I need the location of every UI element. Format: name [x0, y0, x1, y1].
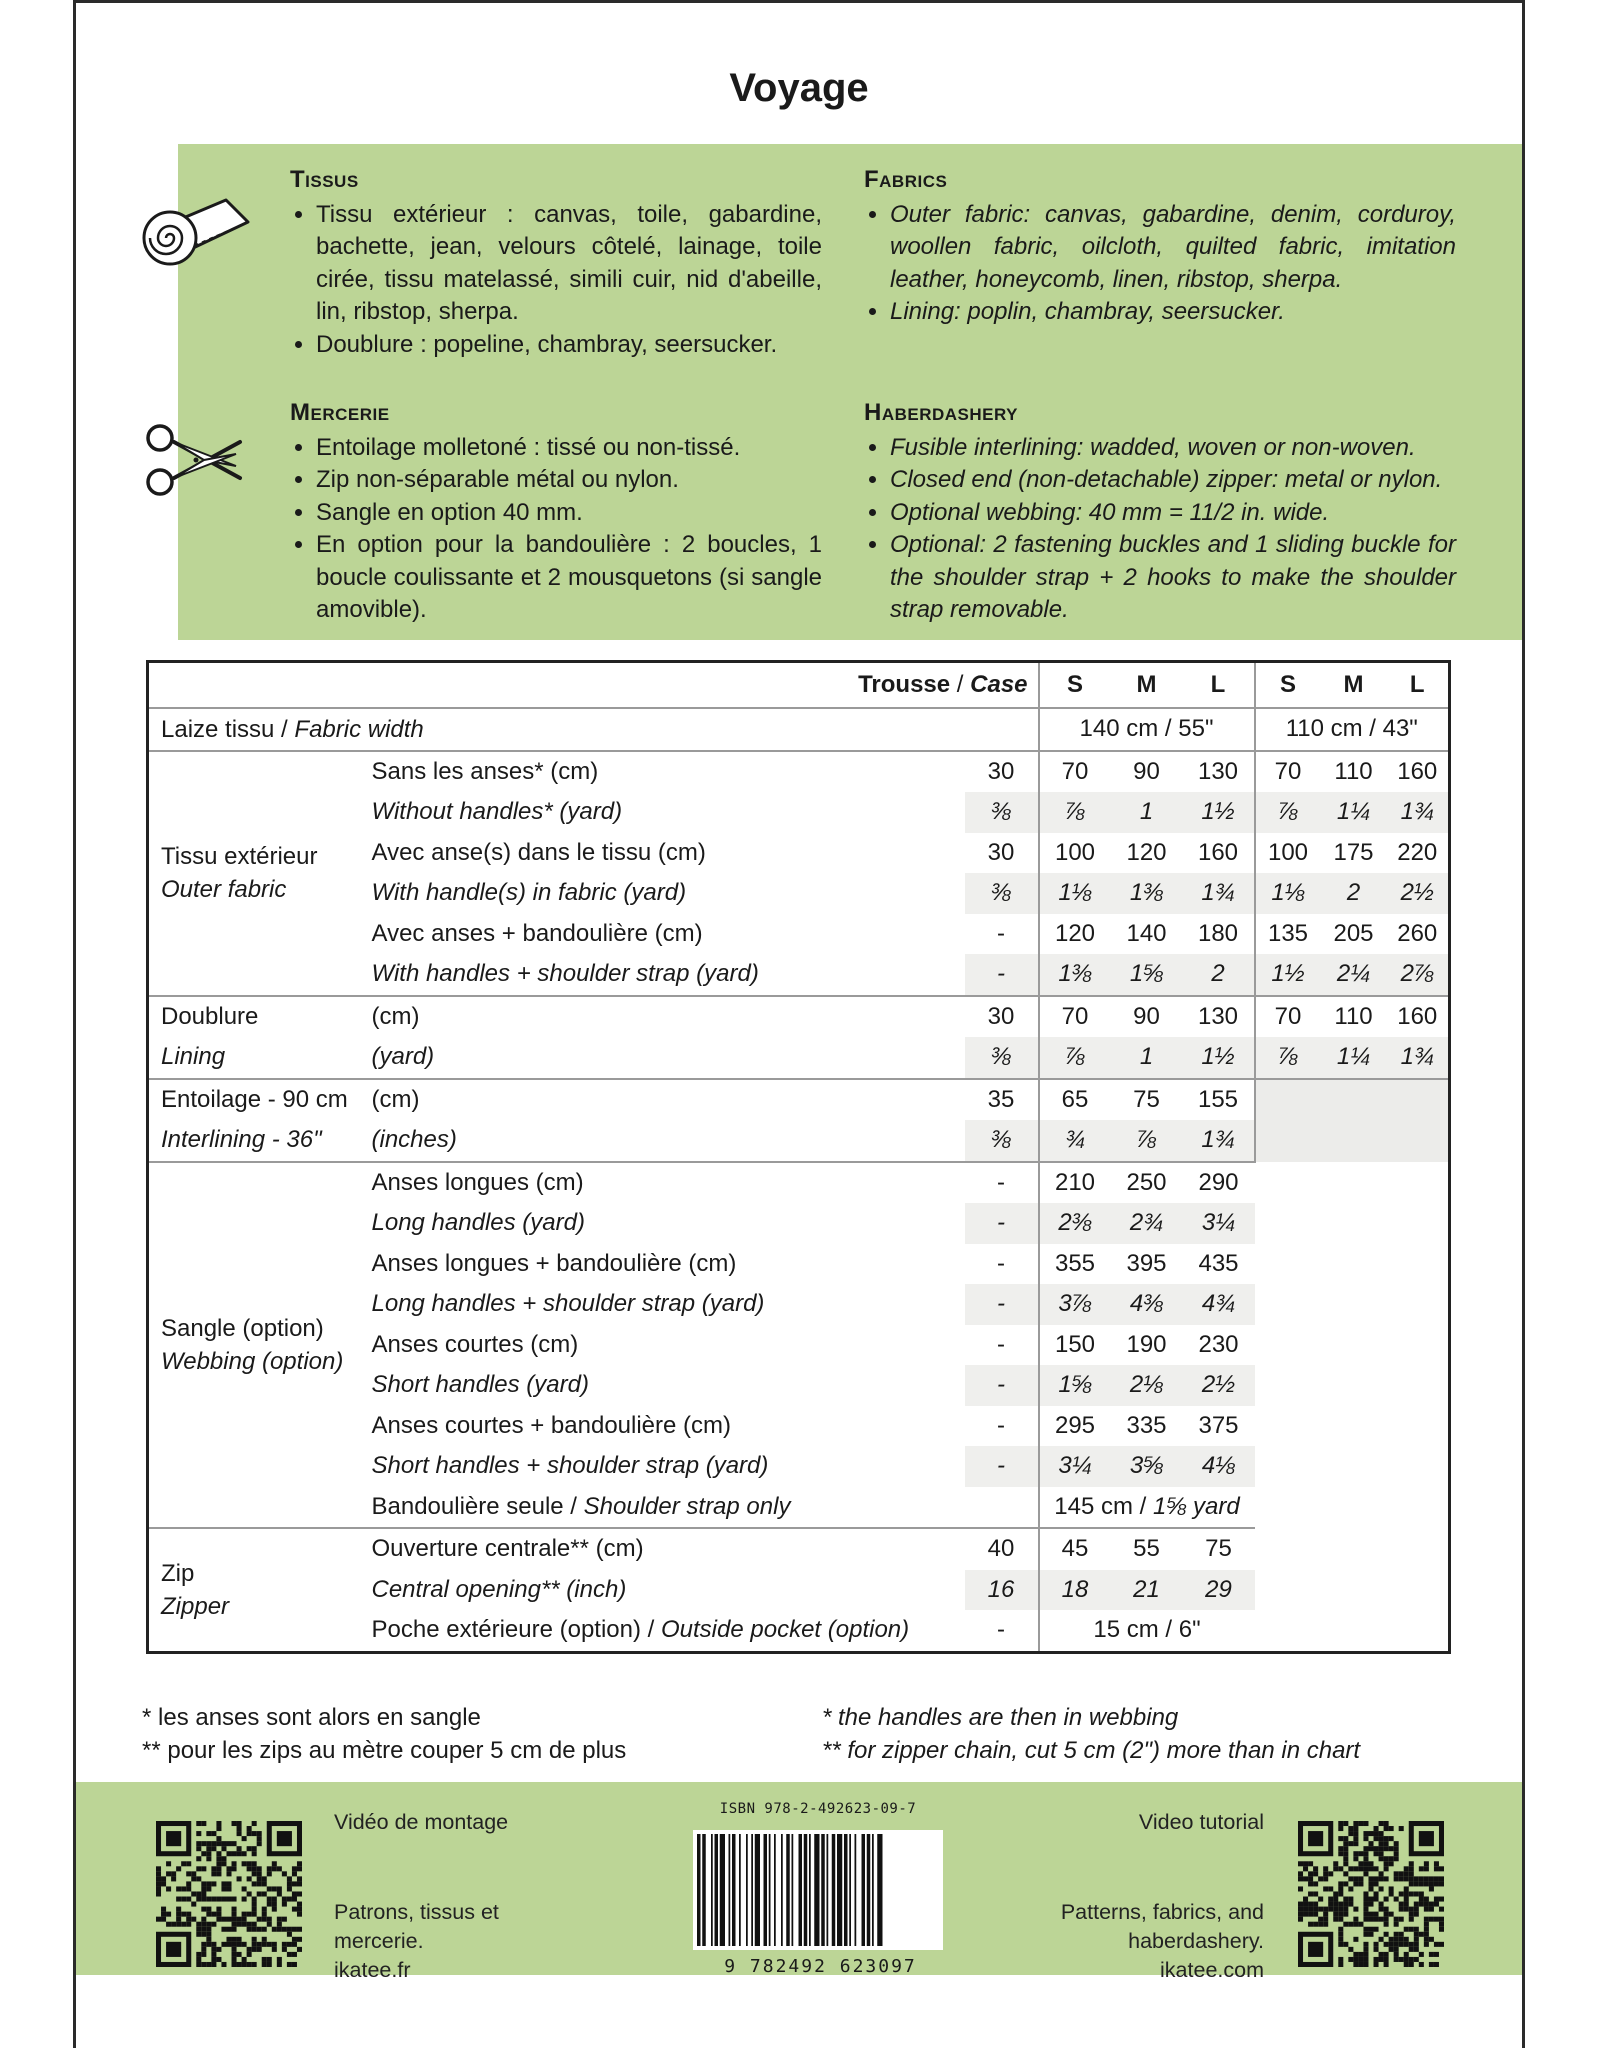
- table-cell: 1¾: [1387, 792, 1450, 833]
- list-item: • Zip non-séparable métal ou nylon.: [316, 464, 822, 497]
- list-item: • Lining: poplin, chambray, seersucker.: [890, 296, 1456, 329]
- table-cell: 30: [987, 838, 1015, 866]
- table-cell: -: [965, 1446, 1039, 1487]
- table-cell: ⅜: [965, 1120, 1039, 1162]
- table-cell: 75: [1111, 1079, 1183, 1121]
- table-cell: 160: [1197, 838, 1239, 866]
- table-cell: 75: [1183, 1528, 1255, 1570]
- table-cell: -: [965, 1162, 1039, 1204]
- table-cell: 1½: [1255, 954, 1321, 996]
- table-cell: 2⅞: [1387, 954, 1450, 996]
- row-label: Anses courtes + bandoulière (cm): [371, 1411, 732, 1439]
- table-cell: 40: [965, 1528, 1039, 1570]
- table-cell: 180: [1197, 919, 1239, 947]
- haberdashery-fr-list: [290, 432, 822, 627]
- row-label: Avec anse(s) dans le tissu (cm): [371, 838, 706, 866]
- table-cell: 395: [1126, 1249, 1167, 1277]
- table-cell: -: [965, 1203, 1039, 1244]
- table-cell: 160: [1387, 996, 1450, 1038]
- category-label: Doublure Lining: [148, 996, 370, 1079]
- table-cell: 29: [1183, 1570, 1255, 1611]
- category-label: Sangle (option) Webbing (option): [148, 1162, 370, 1529]
- table-cell: 375: [1198, 1411, 1239, 1439]
- table-cell: 2: [1321, 873, 1387, 914]
- table-cell: ⅜: [965, 1037, 1039, 1079]
- fabrics-fr-section: [290, 164, 822, 361]
- qr-code-icon[interactable]: [156, 1821, 302, 1967]
- table-cell: 130: [1183, 996, 1255, 1038]
- video-tutorial-fr: Vidéo de montage: [334, 1810, 509, 1834]
- table-cell: 295: [1039, 1406, 1111, 1447]
- table-cell: 70: [1255, 751, 1321, 793]
- list-item: • Fusible interlining: wadded, woven or non-woven.: [890, 432, 1456, 465]
- row-label: Central opening** (inch): [371, 1575, 627, 1603]
- row-label: (yard): [371, 1043, 435, 1071]
- list-item: • Optional: 2 fastening buckles and 1 sliding buckle for the shoulder strap + 2 hooks to make the shoulder strap removable.: [890, 529, 1456, 627]
- table-cell: 65: [1039, 1079, 1111, 1121]
- site-link-fr[interactable]: ikatee.fr: [334, 1958, 411, 1982]
- table-cell: 1⅛: [1039, 873, 1111, 914]
- list-item: • Entoilage molletoné : tissé ou non-tissé.: [316, 432, 822, 465]
- webbing-group: [148, 1162, 1450, 1529]
- table-cell: 90: [1111, 751, 1183, 793]
- fabrics-en-section: [864, 164, 1456, 329]
- row-label: With handle(s) in fabric (yard): [371, 879, 687, 907]
- table-cell: ⅞: [1255, 792, 1321, 833]
- fabric-roll-icon: [140, 192, 252, 273]
- fabrics-en-list: [864, 199, 1456, 329]
- row-label: Short handles (yard): [371, 1371, 589, 1399]
- table-cell: ⅞: [1039, 792, 1111, 833]
- row-label: Anses longues + bandoulière (cm): [371, 1249, 737, 1277]
- table-row: [148, 1162, 1450, 1204]
- table-cell: 335: [1126, 1411, 1167, 1439]
- video-tutorial-en: Video tutorial: [1138, 1810, 1264, 1834]
- table-cell: 2¼: [1321, 954, 1387, 996]
- table-cell: 1¼: [1321, 792, 1387, 833]
- table-cell: 155: [1183, 1079, 1255, 1121]
- table-cell: 205: [1333, 919, 1374, 947]
- table-cell: 250: [1111, 1162, 1183, 1204]
- row-label: With handles + shoulder strap (yard): [371, 960, 759, 988]
- fabric-requirements-table: [146, 660, 1451, 1654]
- row-label: (inches): [371, 1126, 457, 1154]
- row-label: Anses courtes (cm): [371, 1330, 579, 1358]
- table-cell: 135: [1255, 914, 1321, 955]
- table-cell: 3⅞: [1039, 1284, 1111, 1325]
- table-cell: -: [997, 919, 1005, 947]
- table-cell: -: [997, 1411, 1005, 1439]
- size-header: L: [1387, 662, 1450, 709]
- table-cell: ⅞: [1255, 1037, 1321, 1079]
- list-item: • En option pour la bandoulière : 2 boucles, 1 boucle coulissante et 2 mousquetons (si sangle amovible).: [316, 529, 822, 627]
- table-cell: 120: [1039, 914, 1111, 955]
- list-item: • Optional webbing: 40 mm = 11/2 in. wide.: [890, 497, 1456, 530]
- table-cell: 1½: [1183, 1037, 1255, 1079]
- table-cell: 260: [1397, 919, 1438, 947]
- table-cell: 55: [1111, 1528, 1183, 1570]
- table-header-row: [148, 662, 1450, 709]
- list-item: • Doublure : popeline, chambray, seersucker.: [316, 329, 822, 362]
- shoulder-strap-only-value: 145 cm / 1⅝ yard: [1039, 1487, 1255, 1529]
- table-cell: 1⅜: [1039, 954, 1111, 996]
- table-cell: 1⅝: [1039, 1365, 1111, 1406]
- barcode-number: 9 782492 623097: [724, 1956, 917, 1977]
- haberdashery-en-heading: Haberdashery: [864, 399, 1018, 426]
- table-cell: 2: [1183, 954, 1255, 996]
- table-cell: 35: [965, 1079, 1039, 1121]
- footnote: * the handles are then in webbing: [822, 1704, 1179, 1731]
- isbn-text: ISBN 978-2-492623-09-7: [719, 1801, 917, 1817]
- shop-info-fr: Patrons, tissus et mercerie. ikatee.fr: [334, 1898, 499, 1985]
- category-label: Tissu extérieur Outer fabric: [148, 751, 370, 996]
- fabric-width-value: 110 cm / 43": [1255, 708, 1450, 751]
- table-cell: 100: [1039, 833, 1111, 874]
- footnote: ** pour les zips au mètre couper 5 cm de plus: [142, 1737, 627, 1764]
- table-cell: 210: [1039, 1162, 1111, 1204]
- table-cell: 2⅜: [1039, 1203, 1111, 1244]
- qr-code-icon[interactable]: [1298, 1821, 1444, 1967]
- interlining-group: [148, 1079, 1450, 1162]
- table-cell: 140: [1126, 919, 1167, 947]
- fabric-width-row: [148, 708, 1450, 751]
- table-cell: 230: [1198, 1330, 1239, 1358]
- empty-cell: [1255, 1079, 1450, 1162]
- table-row: [148, 1079, 1450, 1121]
- haberdashery-fr-heading: Mercerie: [290, 399, 390, 426]
- row-label: Without handles* (yard): [371, 798, 623, 826]
- lining-group: [148, 996, 1450, 1079]
- case-header: Trousse / Case: [148, 662, 1039, 709]
- table-cell: 45: [1039, 1528, 1111, 1570]
- table-cell: 120: [1126, 838, 1167, 866]
- table-cell: 4⅜: [1111, 1284, 1183, 1325]
- table-cell: 150: [1039, 1325, 1111, 1366]
- table-cell: -: [965, 1284, 1039, 1325]
- table-cell: -: [997, 1249, 1005, 1277]
- table-cell: ⅞: [1039, 1037, 1111, 1079]
- table-cell: -: [997, 1616, 1005, 1644]
- row-label: Short handles + shoulder strap (yard): [371, 1452, 769, 1480]
- table-cell: 4¾: [1183, 1284, 1255, 1325]
- fabrics-fr-heading: Tissus: [290, 166, 359, 193]
- fabrics-en-heading: Fabrics: [864, 166, 948, 193]
- table-cell: ¾: [1039, 1120, 1111, 1162]
- shop-info-en: Patterns, fabrics, and haberdashery. ikatee.com: [1061, 1898, 1264, 1985]
- table-cell: 2¾: [1111, 1203, 1183, 1244]
- fabric-width-value: 140 cm / 55": [1039, 708, 1255, 751]
- table-cell: 4⅛: [1183, 1446, 1255, 1487]
- table-cell: ⅜: [965, 873, 1039, 914]
- table-row: [148, 996, 1450, 1038]
- table-cell: 18: [1039, 1570, 1111, 1611]
- table-cell: 70: [1255, 996, 1321, 1038]
- table-cell: 1: [1111, 1037, 1183, 1079]
- table-cell: 1¼: [1321, 1037, 1387, 1079]
- table-cell: 160: [1387, 751, 1450, 793]
- table-cell: ⅜: [965, 792, 1039, 833]
- size-header: S: [1039, 662, 1111, 709]
- page-title: Voyage: [729, 66, 869, 110]
- table-cell: -: [997, 1330, 1005, 1358]
- haberdashery-en-list: [864, 432, 1456, 627]
- size-header: M: [1321, 662, 1387, 709]
- row-label: Avec anses + bandoulière (cm): [371, 919, 703, 947]
- table-cell: 70: [1039, 996, 1111, 1038]
- table-cell: 110: [1321, 751, 1387, 793]
- page-border-top: [73, 0, 1525, 3]
- site-link-en[interactable]: ikatee.com: [1160, 1958, 1264, 1982]
- table-cell: 1¾: [1183, 873, 1255, 914]
- table-cell: -: [965, 1365, 1039, 1406]
- fabrics-fr-list: [290, 199, 822, 362]
- list-item: • Outer fabric: canvas, gabardine, denim, corduroy, woollen fabric, oilcloth, quilted fabric, imitation leather, honeycomb, linen, ribstop, sherpa.: [890, 199, 1456, 297]
- table-cell: -: [965, 954, 1039, 996]
- haberdashery-fr-section: [290, 397, 822, 627]
- table-cell: 1½: [1183, 792, 1255, 833]
- table-cell: 355: [1039, 1244, 1111, 1285]
- row-label: (cm): [370, 996, 965, 1038]
- shoulder-strap-only-label: Bandoulière seule / Shoulder strap only: [371, 1492, 791, 1520]
- zip-group: [148, 1528, 1450, 1652]
- category-label: Entoilage - 90 cm Interlining - 36": [148, 1079, 370, 1162]
- table-cell: 2½: [1183, 1365, 1255, 1406]
- list-item: • Closed end (non-detachable) zipper: metal or nylon.: [890, 464, 1456, 497]
- table-cell: 3¼: [1039, 1446, 1111, 1487]
- pocket-label: Poche extérieure (option) / Outside pocket (option): [371, 1616, 910, 1644]
- table-cell: 3⅝: [1111, 1446, 1183, 1487]
- table-cell: 1⅝: [1111, 954, 1183, 996]
- list-item: • Sangle en option 40 mm.: [316, 497, 822, 530]
- fabric-width-label: Laize tissu / Fabric width: [161, 715, 424, 743]
- barcode-icon: [693, 1830, 943, 1950]
- outer-fabric-group: [148, 751, 1450, 996]
- scissors-icon: [144, 420, 244, 505]
- footnote: ** for zipper chain, cut 5 cm (2") more than in chart: [822, 1737, 1361, 1764]
- table-cell: 2⅛: [1111, 1365, 1183, 1406]
- table-cell: 290: [1183, 1162, 1255, 1204]
- table-cell: 3¼: [1183, 1203, 1255, 1244]
- table-row: [148, 1528, 1450, 1570]
- row-label: Anses longues (cm): [370, 1162, 965, 1204]
- size-header: L: [1183, 662, 1255, 709]
- list-item: • Tissu extérieur : canvas, toile, gabardine, bachette, jean, velours côtelé, lainage, toile cirée, tissu matelassé, simili cuir, nid d'abeille, lin, ribstop, sherpa.: [316, 199, 822, 329]
- row-label: Long handles (yard): [371, 1209, 585, 1237]
- haberdashery-en-section: [864, 397, 1456, 627]
- table-cell: 110: [1321, 996, 1387, 1038]
- table-cell: 16: [965, 1570, 1039, 1611]
- table-cell: 1¾: [1183, 1120, 1255, 1162]
- row-label: (cm): [370, 1079, 965, 1121]
- table-cell: 30: [965, 996, 1039, 1038]
- table-cell: 1⅛: [1255, 873, 1321, 914]
- table-cell: 130: [1183, 751, 1255, 793]
- table-cell: 90: [1111, 996, 1183, 1038]
- table-cell: ⅞: [1111, 1120, 1183, 1162]
- table-cell: 21: [1111, 1570, 1183, 1611]
- table-cell: 1⅜: [1111, 873, 1183, 914]
- footnote: * les anses sont alors en sangle: [142, 1704, 481, 1731]
- table-cell: 220: [1397, 838, 1438, 866]
- category-label: Zip Zipper: [148, 1528, 370, 1652]
- page-border-right: [1522, 0, 1525, 2048]
- row-label: Sans les anses* (cm): [370, 751, 965, 793]
- size-header: S: [1255, 662, 1321, 709]
- row-label: Long handles + shoulder strap (yard): [371, 1290, 765, 1318]
- table-cell: 175: [1333, 838, 1374, 866]
- row-label: Ouverture centrale** (cm): [370, 1528, 965, 1570]
- footnotes-fr: [142, 1701, 626, 1767]
- pocket-value: 15 cm / 6": [1039, 1610, 1255, 1652]
- table-cell: 30: [965, 751, 1039, 793]
- table-cell: 70: [1039, 751, 1111, 793]
- table-cell: 435: [1198, 1249, 1239, 1277]
- size-header: M: [1111, 662, 1183, 709]
- table-cell: 1¾: [1387, 1037, 1450, 1079]
- table-cell: 2½: [1387, 873, 1450, 914]
- page-border-left: [73, 0, 76, 2048]
- footnotes-en: [822, 1701, 1360, 1767]
- table-row: [148, 751, 1450, 793]
- table-cell: 100: [1255, 833, 1321, 874]
- table-cell: 190: [1126, 1330, 1167, 1358]
- table-cell: 1: [1111, 792, 1183, 833]
